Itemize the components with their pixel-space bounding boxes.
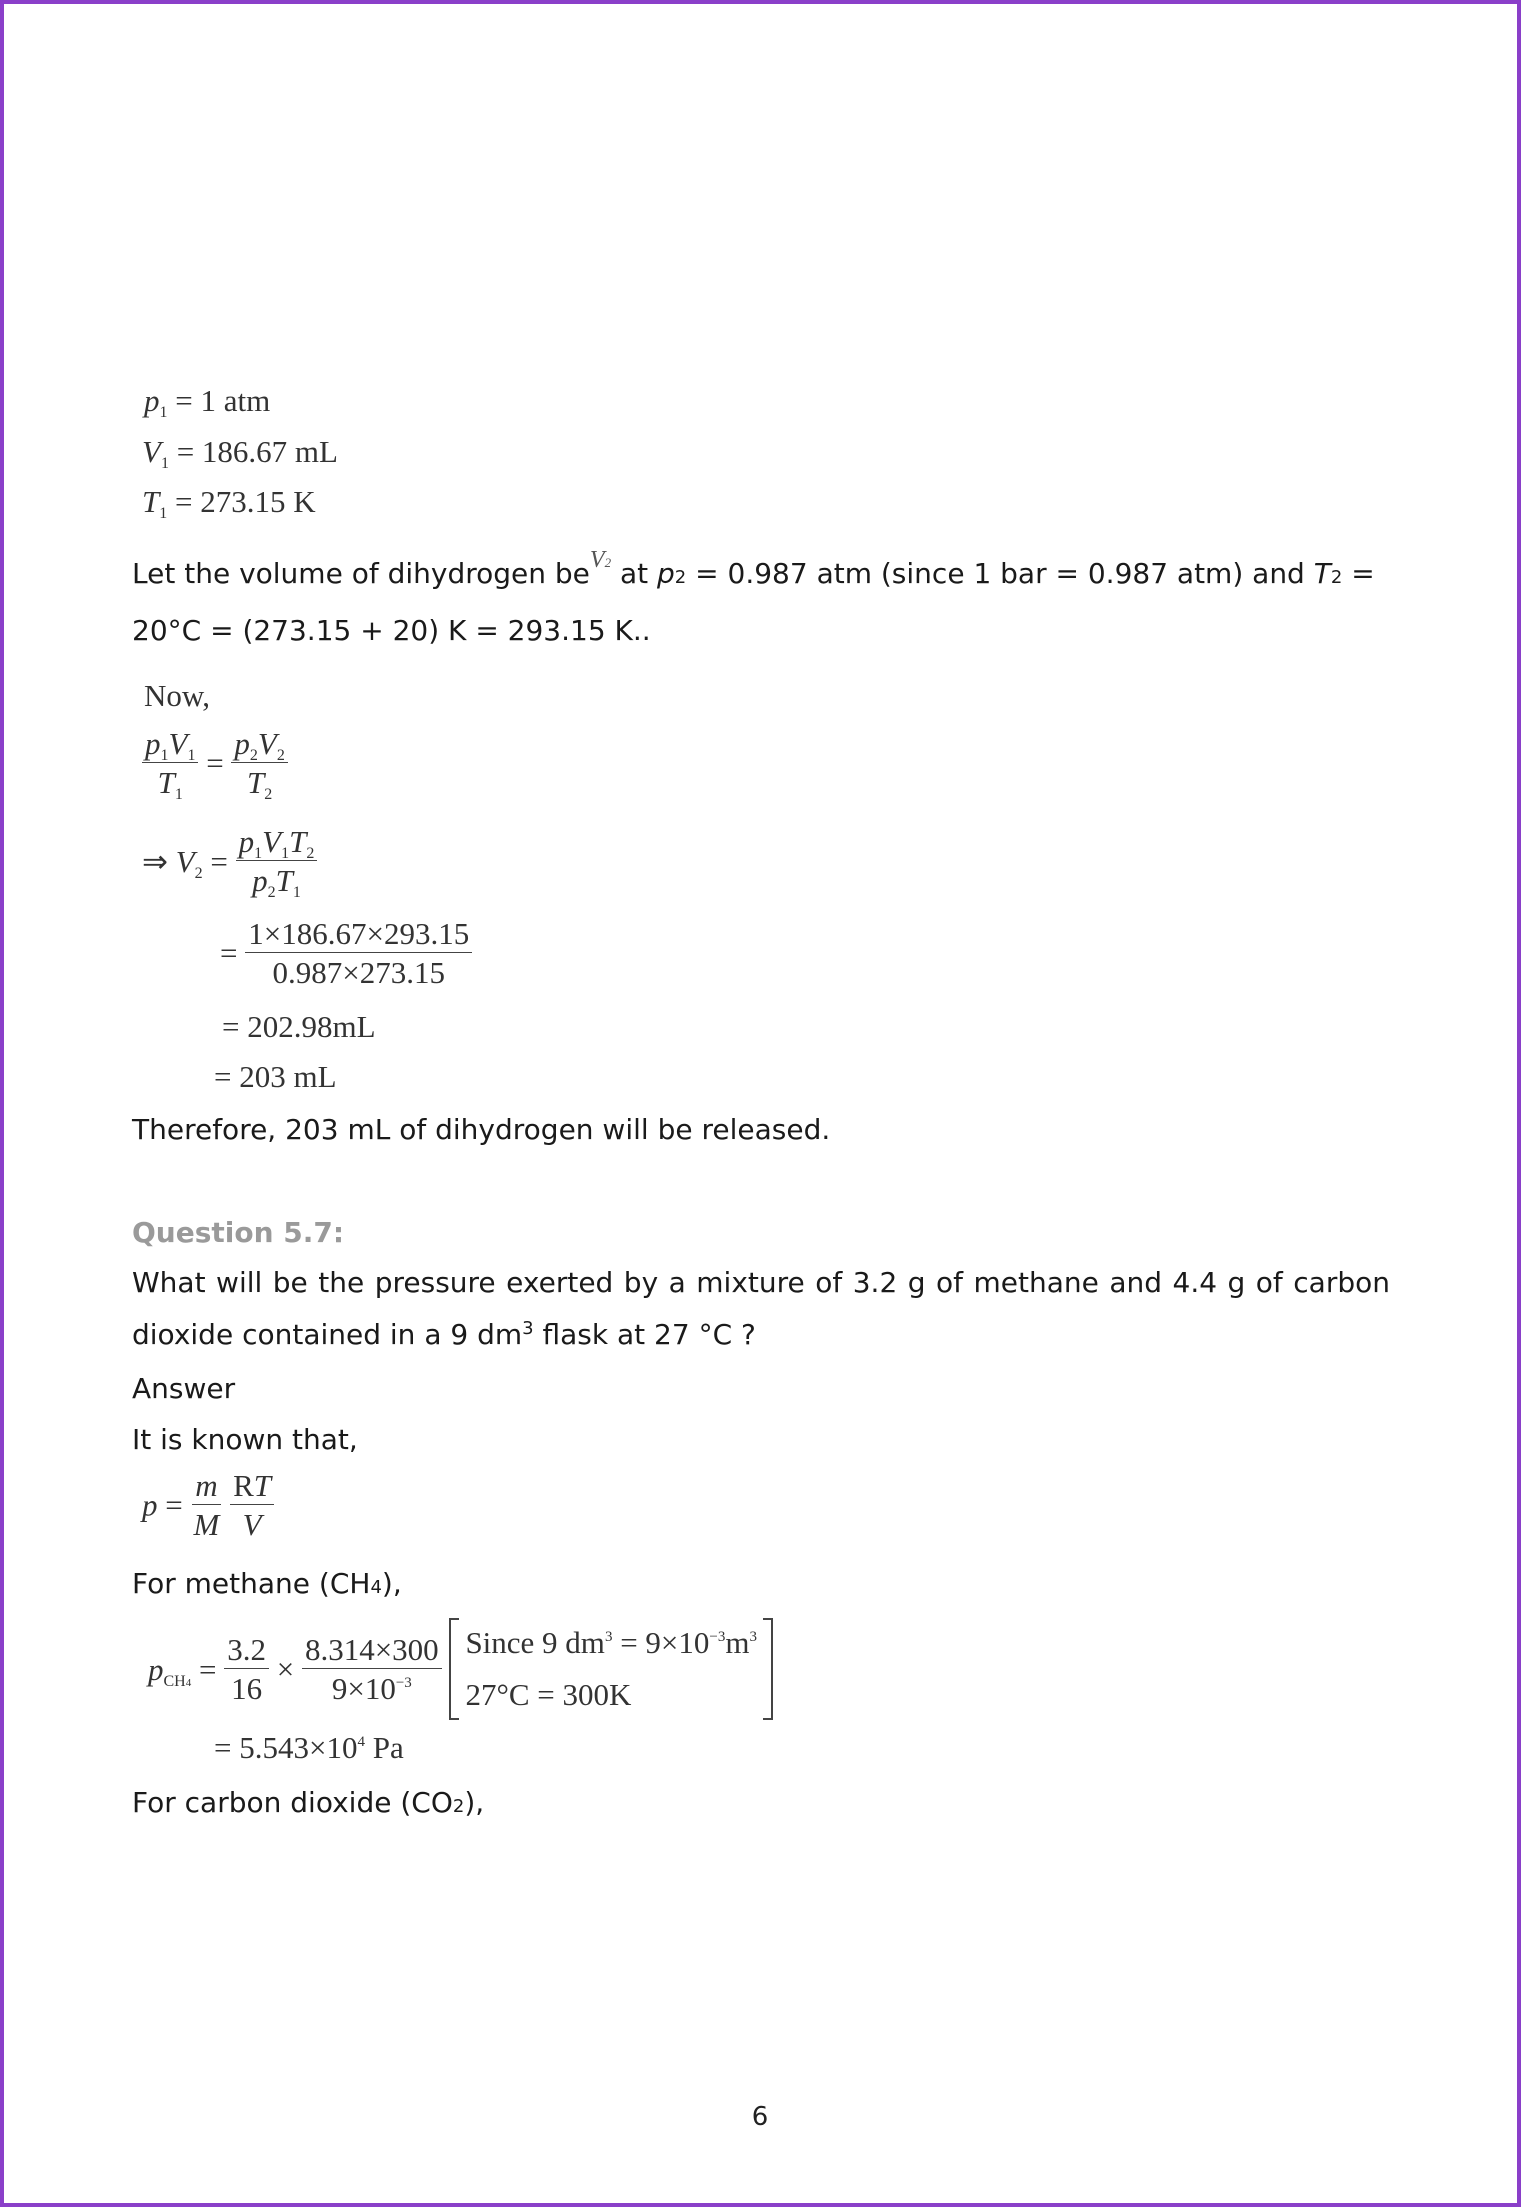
eq-result-2: = 203 mL bbox=[214, 1059, 337, 1094]
let-volume-paragraph: Let the volume of dihydrogen beV2 at p2 = 0.987 atm (since 1 bar = 0.987 atm) and T2 = 20°C = (273.15 + 20) K = 293.15 K.. bbox=[132, 547, 1375, 647]
eq-t1: T1 = 273.15 K bbox=[142, 484, 316, 522]
eq-methane-pressure: pCH4 = $\frac{3.2}{16}$ × $\frac{8.314\times 300}{9\times 10^{-3}}$ Since 9 $dm^3 = 9\times 10^{-3}m^3$ 27°C = 300K bbox=[148, 1618, 773, 1720]
eq-methane-result: = $5.543\times 10^4$ Pa bbox=[214, 1730, 404, 1765]
eq-v2-formula: ⇒ V2 = $\frac{p1V1T2}{p2T1}$ bbox=[142, 826, 317, 896]
for-co2-text: For carbon dioxide (CO2), bbox=[132, 1786, 485, 1819]
eq-pressure-formula: p = $\frac{m}{M}$ $\frac{RT}{V}$ bbox=[142, 1470, 274, 1540]
eq-gas-law: $\frac{p1V1}{T1}$ = $\frac{p2V2}{T2}$ bbox=[142, 728, 288, 798]
answer-label: Answer bbox=[132, 1372, 236, 1405]
eq-v2-substitution: = $\frac{1\times 186.67\times 293.15}{0.987\times 273.15}$ bbox=[220, 918, 472, 988]
known-text: It is known that, bbox=[132, 1423, 358, 1456]
question-heading: Question 5.7: bbox=[132, 1216, 345, 1249]
question-text: What will be the pressure exerted by a mixture of 3.2 g of methane and 4.4 g of carbon dioxide contained in a 9 $dm^3$ flask at 27 °C ? bbox=[132, 1266, 1390, 1351]
therefore-text: Therefore, 203 mL of dihydrogen will be released. bbox=[132, 1113, 831, 1146]
eq-p1: p1 = 1 atm bbox=[144, 383, 271, 421]
eq-now: Now, bbox=[144, 678, 211, 713]
eq-v1: V1 = 186.67 mL bbox=[142, 434, 338, 472]
eq-result-1: = 202.98mL bbox=[222, 1009, 376, 1044]
for-methane-text: For methane (CH4), bbox=[132, 1567, 402, 1600]
page-number: 6 bbox=[751, 2102, 769, 2132]
since-bracket: Since 9 $dm^3 = 9\times 10^{-3}m^3$ 27°C = 300K bbox=[449, 1618, 773, 1720]
